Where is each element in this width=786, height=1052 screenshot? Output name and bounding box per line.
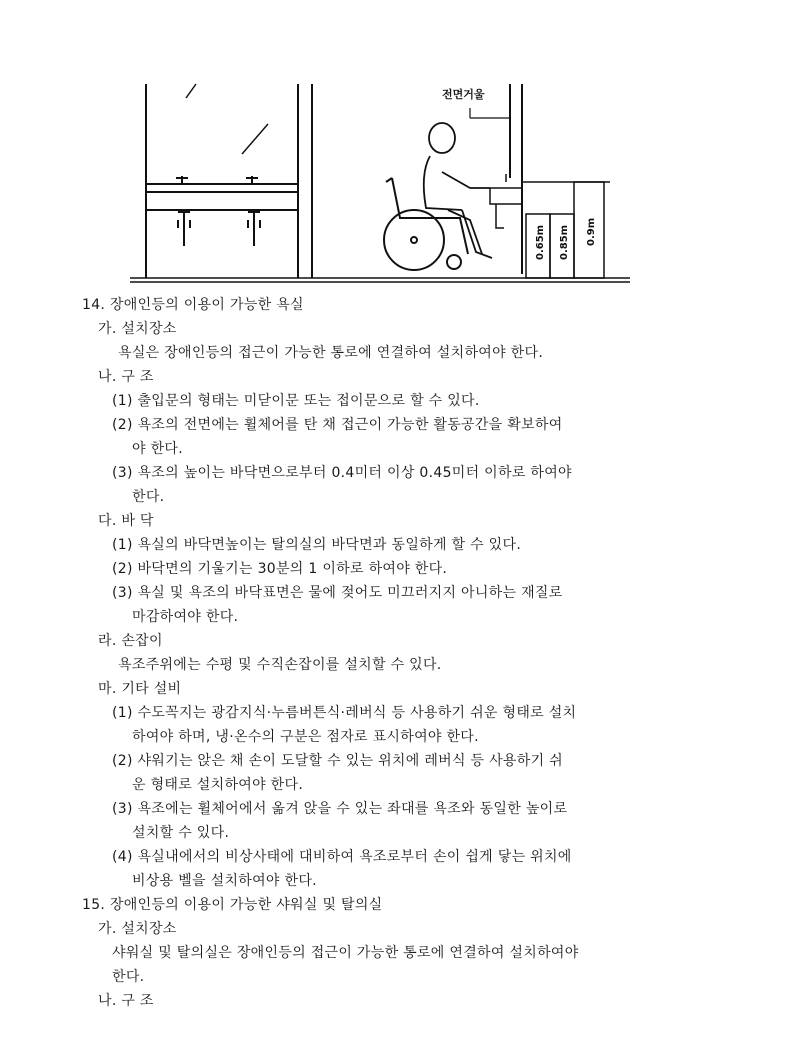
list-item-cont: 하여야 하며, 냉·온수의 구분은 점자로 표시하여야 한다. [132, 729, 479, 745]
dim-label-0-65: 0.65m [535, 224, 546, 260]
sub-heading: 마. 기타 설비 [98, 681, 182, 697]
mirror-reflection-mark [186, 84, 196, 98]
list-item: (3) 욕조의 높이는 바닥면으로부터 0.4미터 이상 0.45미터 이하로 하여야 [112, 465, 572, 481]
list-item: (4) 욕실내에서의 비상사태에 대비하여 욕조로부터 손이 쉽게 닿는 위치에 [112, 849, 572, 865]
list-item-cont: 마감하여야 한다. [132, 609, 239, 625]
list-item: (1) 욕실의 바닥면높이는 탈의실의 바닥면과 동일하게 할 수 있다. [112, 537, 522, 553]
paragraph: 샤워실 및 탈의실은 장애인등의 접근이 가능한 통로에 연결하여 설치하여야 [112, 945, 579, 961]
front-mirror-label: 전면거울 [442, 88, 485, 101]
list-item: (3) 욕실 및 욕조의 바닥표면은 물에 젖어도 미끄러지지 아니하는 재질로 [112, 585, 563, 601]
list-item: (1) 수도꼭지는 광감지식·누름버튼식·레버식 등 사용하기 쉬운 형태로 설치 [112, 705, 577, 721]
bathroom-diagram-svg [130, 78, 630, 290]
bathroom-diagram [130, 78, 630, 290]
list-item: (2) 욕조의 전면에는 휠체어를 탄 채 접근이 가능한 활동공간을 확보하여 [112, 417, 563, 433]
section-heading-15: 15. 장애인등의 이용이 가능한 샤워실 및 탈의실 [82, 897, 383, 913]
sub-heading: 나. 구 조 [98, 993, 154, 1009]
list-item: (1) 출입문의 형태는 미닫이문 또는 접이문으로 할 수 있다. [112, 393, 480, 409]
wheelchair-icon [384, 178, 468, 270]
list-item-cont: 운 형태로 설치하여야 한다. [132, 777, 304, 793]
sub-heading: 다. 바 닥 [98, 513, 154, 529]
drain-pipe-icon [496, 204, 504, 228]
person-icon [424, 123, 492, 258]
mirror-reflection-mark [242, 124, 268, 154]
paragraph-cont: 한다. [112, 969, 145, 985]
lavatory-bowl-icon [490, 188, 522, 204]
section-heading-14: 14. 장애인등의 이용이 가능한 욕실 [82, 297, 304, 313]
sub-heading: 나. 구 조 [98, 369, 154, 385]
sub-heading: 라. 손잡이 [98, 633, 163, 649]
list-item: (2) 샤워기는 앉은 채 손이 도달할 수 있는 위치에 레버식 등 사용하기 쉬 [112, 753, 563, 769]
list-item-cont: 야 한다. [132, 441, 183, 457]
list-item-cont: 설치할 수 있다. [132, 825, 230, 841]
dim-label-0-85: 0.85m [559, 224, 570, 260]
paragraph: 욕실은 장애인등의 접근이 가능한 통로에 연결하여 설치하여야 한다. [118, 345, 544, 361]
list-item: (2) 바닥면의 기울기는 30분의 1 이하로 하여야 한다. [112, 561, 448, 577]
sub-heading: 가. 설치장소 [98, 921, 177, 937]
list-item-cont: 한다. [132, 489, 165, 505]
list-item-cont: 비상용 벨을 설치하여야 한다. [132, 873, 317, 889]
faucet-icon [176, 176, 188, 184]
drain-pipe-icon [248, 212, 260, 246]
dim-label-0-9: 0.9m [586, 217, 597, 246]
faucet-icon [246, 176, 258, 184]
paragraph: 욕조주위에는 수평 및 수직손잡이를 설치할 수 있다. [118, 657, 442, 673]
list-item: (3) 욕조에는 휠체어에서 옮겨 앉을 수 있는 좌대를 욕조와 동일한 높이로 [112, 801, 568, 817]
sub-heading: 가. 설치장소 [98, 321, 177, 337]
drain-pipe-icon [178, 212, 190, 246]
